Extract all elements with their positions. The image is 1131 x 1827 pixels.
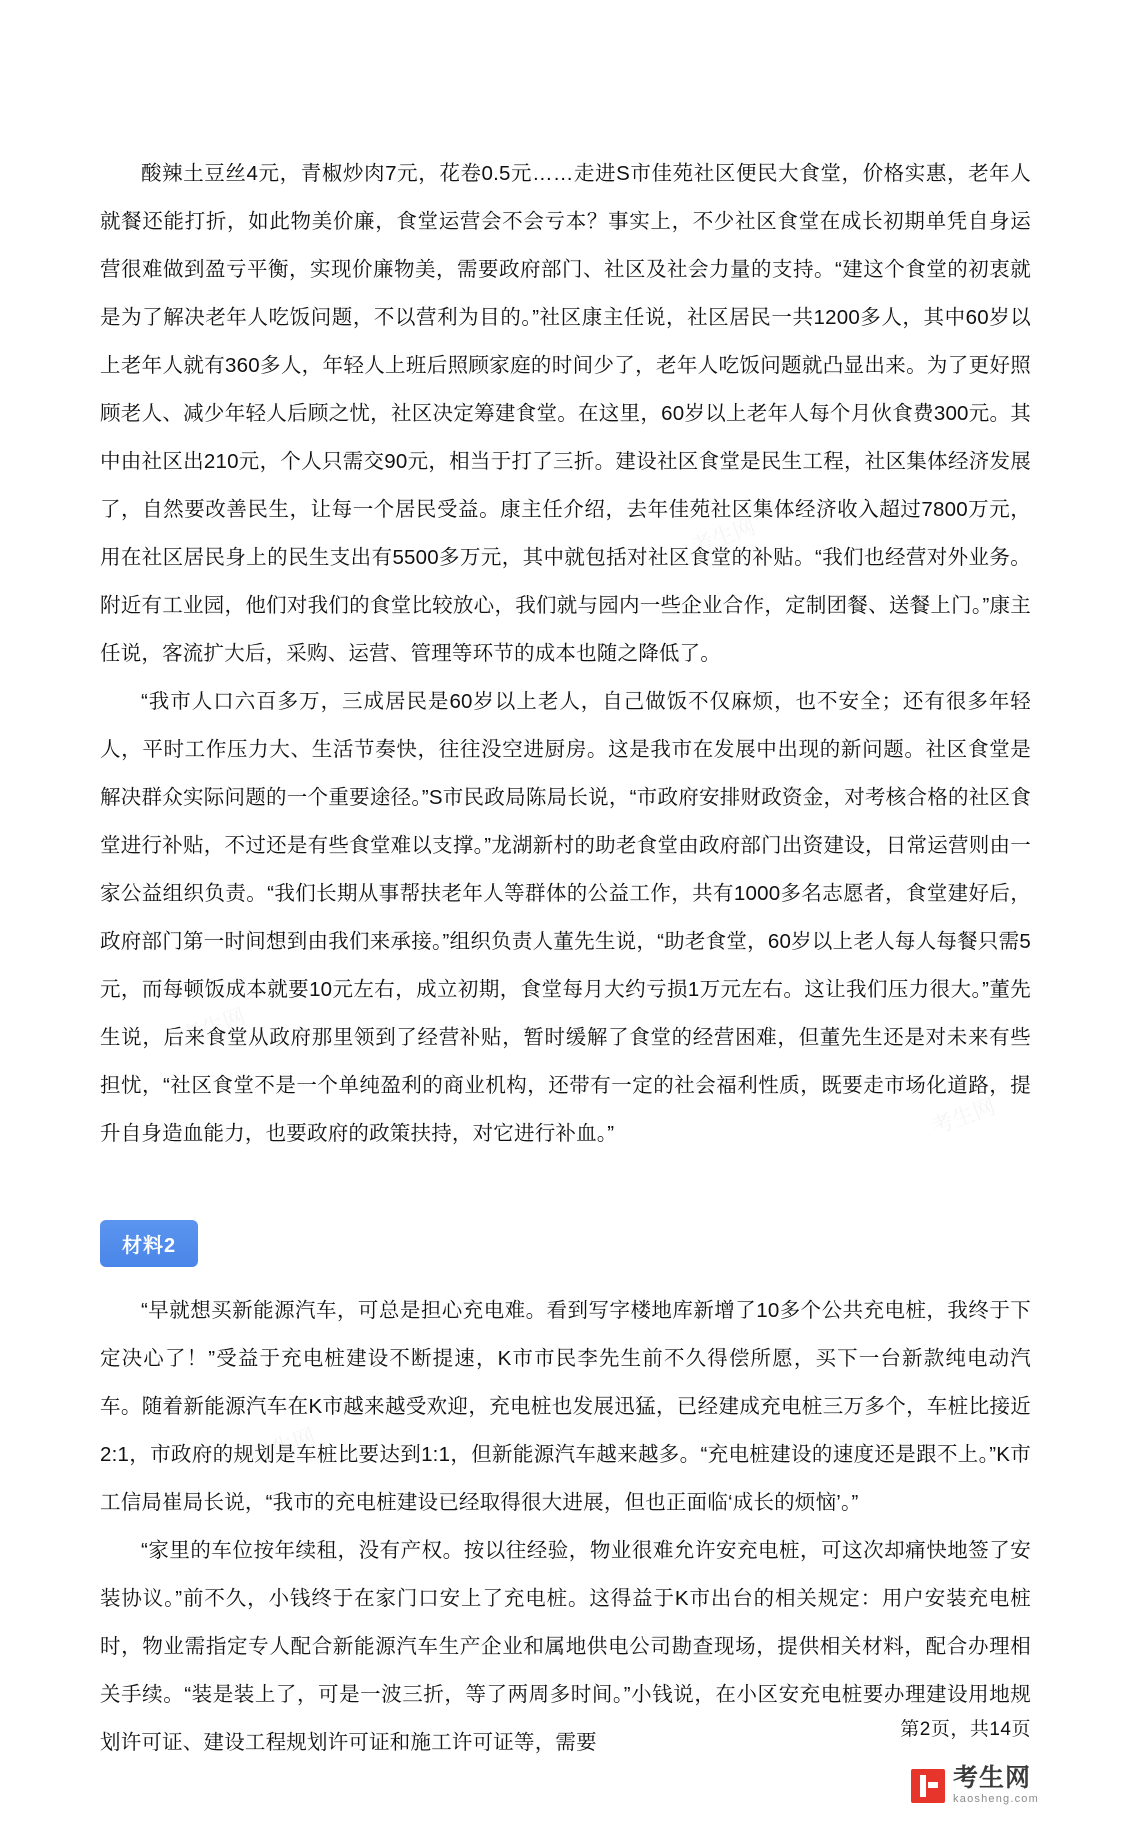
section-badge: 材料2 bbox=[100, 1220, 198, 1267]
brand-logo bbox=[911, 1766, 1039, 1805]
body-paragraph: “家里的车位按年续租，没有产权。按以往经验，物业很难允许安充电桩，可这次却痛快地签了安装协议。”前不久，小钱终于在家门口安上了充电桩。这得益于K市出台的相关规定：用户安装充电桩时，物业需指定专人配合新能源汽车生产企业和属地供电公司勘查现场，提供相关材料，配合办理相关手续。“装是装上了，可是一波三折，等了两周多时间。”小钱说，在小区安充电桩要办理建设用地规划许可证、建设工程规划许可证和施工许可证等，需要 bbox=[100, 1539, 1031, 1754]
body-paragraph: “早就想买新能源汽车，可总是担心充电难。看到写字楼地库新增了10多个公共充电桩，我终于下定决心了！”受益于充电桩建设不断提速，K市市民李先生前不久得偿所愿，买下一台新款纯电动汽车。随着新能源汽车在K市越来越受欢迎，充电桩也发展迅猛，已经建成充电桩三万多个，车桩比接近2:1，市政府的规划是车桩比要达到1:1，但新能源汽车越来越多。“充电桩建设的速度还是跟不上。”K市工信局崔局长说，“我市的充电桩建设已经取得很大进展，但也正面临‘成长的烦恼’。” bbox=[100, 1299, 1031, 1514]
body-paragraph: “我市人口六百多万，三成居民是60岁以上老人，自己做饭不仅麻烦，也不安全；还有很多年轻人，平时工作压力大、生活节奏快，往往没空进厨房。这是我市在发展中出现的新问题。社区食堂是解决群众实际问题的一个重要途径。”S市民政局陈局长说，“市政府安排财政资金，对考核合格的社区食堂进行补贴，不过还是有些食堂难以支撑。”龙湖新村的助老食堂由政府部门出资建设，日常运营则由一家公益组织负责。“我们长期从事帮扶老年人等群体的公益工作，共有1000多名志愿者，食堂建好后，政府部门第一时间想到由我们来承接。”组织负责人董先生说，“助老食堂，60岁以上老人每人每餐只需5元，而每顿饭成本就要10元左右，成立初期，食堂每月大约亏损1万元左右。这让我们压力很大。”董先生说，后来食堂从政府那里领到了经营补贴，暂时缓解了食堂的经营困难，但董先生还是对未来有些担忧，“社区食堂不是一个单纯盈利的商业机构，还带有一定的社会福利性质，既要走市场化道路，提升自身造血能力，也要政府的政策扶持，对它进行补血。” bbox=[100, 690, 1031, 1145]
brand-mark-icon bbox=[911, 1769, 945, 1803]
page-footer: 第2页，共14页 bbox=[900, 1719, 1031, 1740]
brand-name: 考生网 bbox=[953, 1764, 1032, 1792]
brand-text bbox=[953, 1766, 1039, 1805]
brand-url: kaosheng.com bbox=[953, 1793, 1039, 1805]
body-paragraph: 酸辣土豆丝4元，青椒炒肉7元，花卷0.5元……走进S市佳苑社区便民大食堂，价格实惠，老年人就餐还能打折，如此物美价廉，食堂运营会不会亏本？事实上，不少社区食堂在成长初期单凭自身运营很难做到盈亏平衡，实现价廉物美，需要政府部门、社区及社会力量的支持。“建这个食堂的初衷就是为了解决老年人吃饭问题，不以营利为目的。”社区康主任说，社区居民一共1200多人，其中60岁以上老年人就有360多人，年轻人上班后照顾家庭的时间少了，老年人吃饭问题就凸显出来。为了更好照顾老人、减少年轻人后顾之忧，社区决定筹建食堂。在这里，60岁以上老年人每个月伙食费300元。其中由社区出210元，个人只需交90元，相当于打了三折。建设社区食堂是民生工程，社区集体经济发展了，自然要改善民生，让每一个居民受益。康主任介绍，去年佳苑社区集体经济收入超过7800万元，用在社区居民身上的民生支出有5500多万元，其中就包括对社区食堂的补贴。“我们也经营对外业务。附近有工业园，他们对我们的食堂比较放心，我们就与园内一些企业合作，定制团餐、送餐上门。”康主任说，客流扩大后，采购、运营、管理等环节的成本也随之降低了。 bbox=[100, 162, 1031, 665]
